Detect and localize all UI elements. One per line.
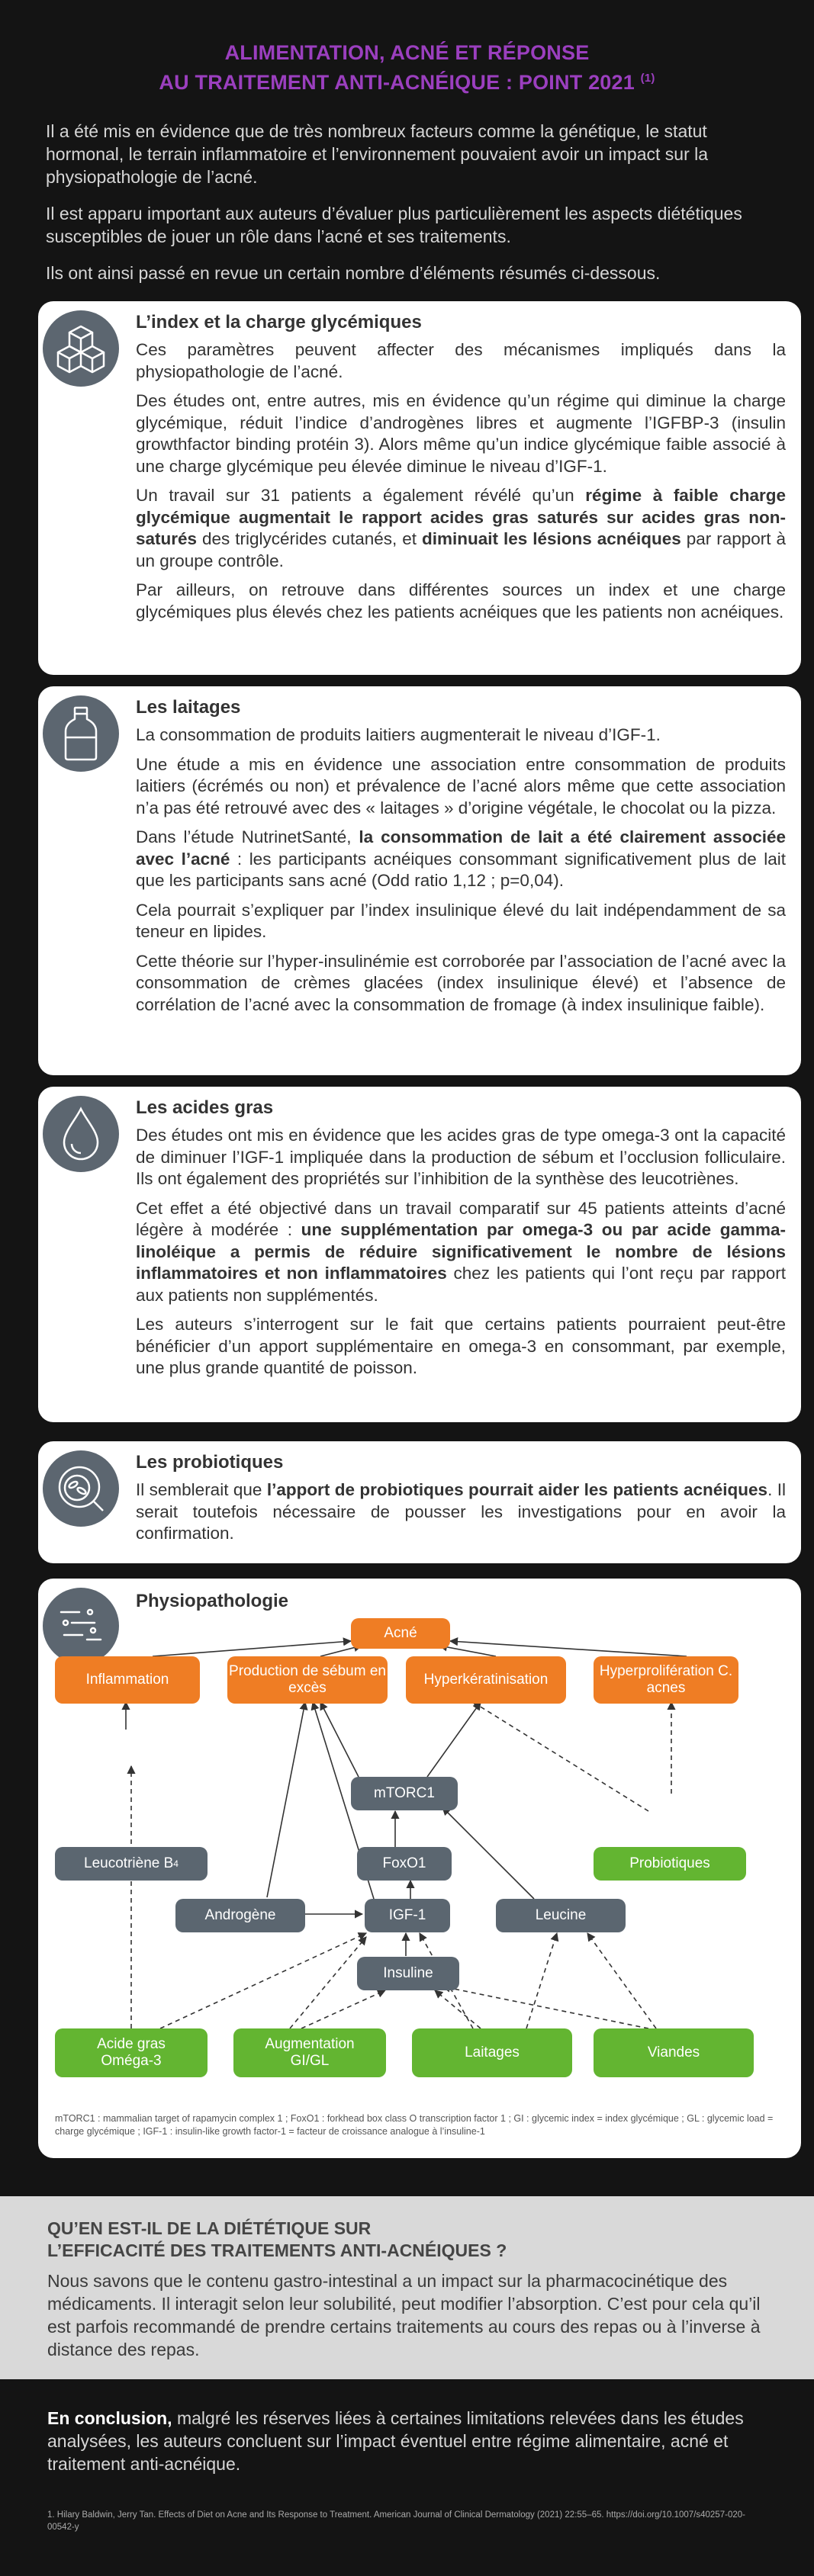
title-line-1: ALIMENTATION, ACNÉ ET RÉPONSE: [224, 41, 590, 64]
node-inflammation: Inflammation: [55, 1656, 200, 1704]
arrow-leucine-mtorc1: [442, 1807, 534, 1899]
node-laitages: Laitages: [412, 2028, 572, 2077]
title-reference: (1): [640, 72, 655, 85]
node-hyperproliferation: Hyperprolifération C. acnes: [594, 1656, 738, 1704]
arrow-mtorc1-sebum: [320, 1702, 359, 1777]
card-paragraph: La consommation de produits laitiers augmenterait le niveau d’IGF-1.: [136, 725, 661, 744]
node-sebum: Production de sébum en excès: [227, 1656, 388, 1704]
node-insuline: Insuline: [357, 1957, 459, 1990]
card-paragraph: Ces paramètres peuvent affecter des mécanismes impliqués dans la physiopathologie de l’acné.: [136, 340, 786, 381]
arrow-hyperk-acne: [439, 1646, 496, 1656]
reference: 1. Hilary Baldwin, Jerry Tan. Effects of Diet on Acne and Its Response to Treatment. American Journal of Clinical Dermatology (2021) 22:55–65. https://doi.org/10.1007/s40257-020-00542-y: [47, 2510, 745, 2532]
card-title: Les acides gras: [136, 1097, 274, 1118]
node-viandes: Viandes: [594, 2028, 754, 2077]
card-paragraph: Cela pourrait s’expliquer par l’index insulinique élevé du lait indépendamment de sa teneur en lipides.: [136, 900, 786, 941]
node-leucine: Leucine: [496, 1899, 626, 1932]
node-mtorc1: mTORC1: [351, 1777, 458, 1810]
node-hyperkeratinisation: Hyperkératinisation: [406, 1656, 566, 1704]
arrow-androgene-sebum: [267, 1702, 305, 1897]
intro: [46, 120, 768, 284]
diet-section: [0, 2196, 814, 2379]
title-line-2: AU TRAITEMENT ANTI-ACNÉIQUE : POINT 2021: [159, 71, 635, 94]
card-paragraph: Cette théorie sur l’hyper-insulinémie est corroborée par l’association de l’acné avec la consommation de crèmes glacées (index insulinique élevé) et l’absence de corrélation de l’acné avec la consommation de fromage (à index insulinique faible).: [136, 951, 786, 1014]
intro-paragraph: Il est apparu important aux auteurs d’évaluer plus particulièrement les aspects diététiques susceptibles de jouer un rôle dans l’acné et ses traitements.: [46, 204, 742, 246]
conclusion-section: [0, 2379, 814, 2576]
card-title: Les probiotiques: [136, 1452, 284, 1473]
card-paragraph: Les auteurs s’interrogent sur le fait que certains patients pourraient peut-être bénéficier d’un apport supplémentaire en omega-3 en consommant, par exemple, une plus grande quantité de poisson.: [136, 1315, 786, 1377]
physiopathology-diagram: [38, 1579, 801, 2158]
page-title: [46, 40, 768, 95]
node-acne: Acné: [351, 1618, 450, 1649]
intro-paragraph: Ils ont ainsi passé en revue un certain nombre d’éléments résumés ci-dessous.: [46, 263, 661, 283]
bacteria-icon: [43, 1450, 119, 1527]
conclusion-text: En conclusion, malgré les réserves liées à certaines limitations relevées dans les études analysées, les auteurs concluent sur l’impact éventuel entre régime alimentaire, acné et traitement anti-acnéique.: [47, 2408, 744, 2474]
node-igf1: IGF-1: [365, 1899, 450, 1932]
diet-title: QU’EN EST-IL DE LA DIÉTÉTIQUE SUR L’EFFICACITÉ DES TRAITEMENTS ANTI-ACNÉIQUES ?: [47, 2218, 507, 2260]
arrow-probio-hyperk: [473, 1702, 648, 1811]
node-probiotiques: Probiotiques: [594, 1847, 746, 1881]
card-fatty-acids: [38, 1087, 801, 1422]
arrow-inflammation-acne: [153, 1641, 351, 1656]
card-title: L’index et la charge glycémiques: [136, 312, 422, 332]
card-glycemic: [38, 301, 801, 675]
card-paragraph: Il semblerait que l’apport de probiotiques pourrait aider les patients acnéiques. Il serait toutefois nécessaire de pousser les investigations pour en avoir la confirmation.: [136, 1480, 786, 1543]
card-paragraph: Dans l’étude NutrinetSanté, la consommation de lait a été clairement associée avec l’acné : les participants acnéiques consommant significativement plus de lait que les participants sans acné (Odd ratio 1,12 ; p=0,04).: [136, 827, 787, 890]
arrow-viandes-leucine: [587, 1933, 656, 2028]
header: [0, 0, 814, 320]
card-paragraph: Un travail sur 31 patients a également révélé qu’un régime à faible charge glycémique augmentait le rapport acides gras saturés sur acides gras non-saturés des triglycérides cutanés, et diminuait les lésions acnéiques par rapport à un groupe contrôle.: [136, 486, 787, 570]
node-omega3: Acide gras Oméga-3: [55, 2028, 208, 2077]
card-paragraph: Des études ont, entre autres, mis en évidence qu’un régime qui diminue la charge glycémique, réduit l’indice d’androgènes libres et augmente l’IGFBP-3 (insulin growthfactor binding protéin 3). Alors même qu’un indice glycémique faible associé à une charge glycémique peu élevée diminue le niveau d’IGF-1.: [136, 391, 786, 476]
card-paragraph: Par ailleurs, on retrouve dans différentes sources un index et une charge glycémiques plus élevés chez les patients acnéiques que les patients non acnéiques.: [136, 580, 786, 622]
node-androgene: Androgène: [175, 1899, 305, 1932]
arrow-gigl-insuline: [301, 1990, 385, 2028]
arrow-omega3-igf1: [160, 1933, 366, 2028]
node-leucotriene: Leucotriène B 4: [55, 1847, 208, 1881]
card-paragraph: Des études ont mis en évidence que les acides gras de type omega-3 ont la capacité de diminuer l’IGF-1 impliquée dans la production de sébum et l’occlusion folliculaire. Ils ont également des propriétés sur l’inhibition de la synthèse des leucotriènes.: [136, 1126, 786, 1188]
diagram-footnote: mTORC1 : mammalian target of rapamycin complex 1 ; FoxO1 : forkhead box class O transcription factor 1 ; GI : glycemic index = index glycémique ; GL : glycemic load = charge glycémique ; IGF-1 : insulin-like growth factor-1 = facteur de croissance analogue à l’insuline-1: [55, 2113, 774, 2137]
node-foxo1: FoxO1: [357, 1847, 452, 1881]
diet-body: Nous savons que le contenu gastro-intestinal a un impact sur la pharmacocinétique des médicaments. Il interagit selon leur solubilité, peut modifier l’absorption. C’est pour cela qu’il est parfois recommandé de prendre certains traitements au cours des repas ou à l’inverse à distance des repas.: [47, 2271, 761, 2359]
card-dairy: [38, 686, 801, 1075]
drop-icon: [43, 1096, 119, 1172]
intro-paragraph: Il a été mis en évidence que de très nombreux facteurs comme la génétique, le statut hormonal, le terrain inflammatoire et l’environnement pouvaient avoir un impact sur la physiopathologie de l’acné.: [46, 121, 709, 187]
bottle-icon: [43, 695, 119, 772]
node-gigl: Augmentation GI/GL: [233, 2028, 386, 2077]
diagram-title: Physiopathologie: [136, 1591, 289, 1611]
card-paragraph: Cet effet a été objectivé dans un travail comparatif sur 45 patients atteints d’acné légère à modérée : une supplémentation par omega-3 ou par acide gamma-linoléique a permis de réduire significativement le nombre de lésions inflammatoires et non inflammatoires chez les patients qui l’ont reçu par rapport aux patients non supplémentés.: [136, 1198, 787, 1305]
arrow-laitages-leucine: [526, 1933, 557, 2028]
arrow-laitages-insuline: [435, 1990, 481, 2028]
card-paragraph: Une étude a mis en évidence une association entre consommation de produits laitiers (écrémés ou non) et prévalence de l’acné alors même que cette association n’a pas été retrouvé avec des « laitages » d’origine végétale, le chocolat ou la pizza.: [136, 754, 786, 817]
card-title: Les laitages: [136, 697, 241, 718]
arrow-mtorc1-hyperk: [427, 1702, 481, 1777]
cubes-icon: [43, 310, 119, 387]
card-probiotics: [38, 1441, 801, 1563]
